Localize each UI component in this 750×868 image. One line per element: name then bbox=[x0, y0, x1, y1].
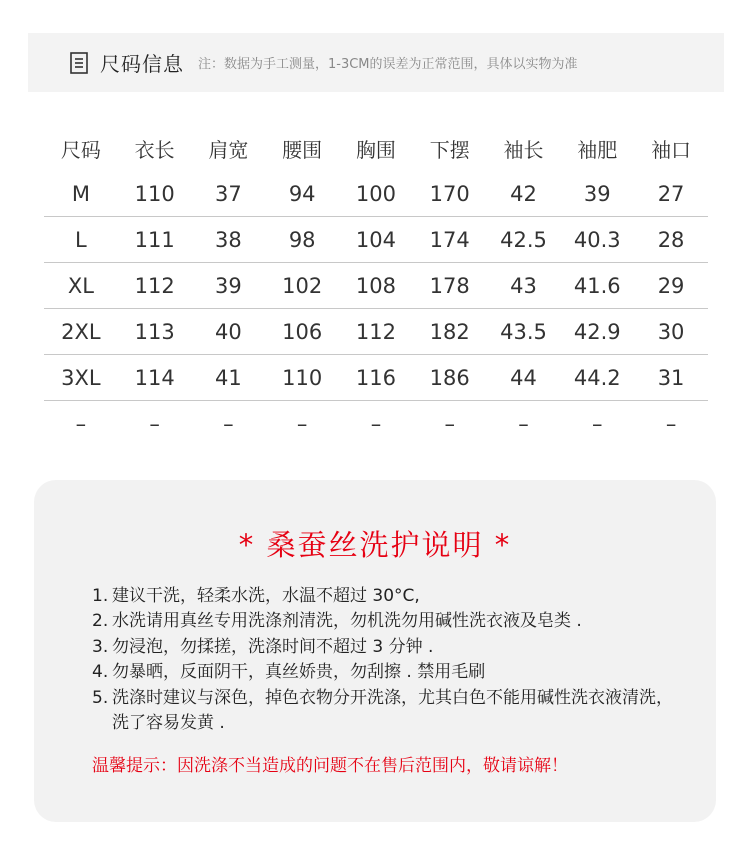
column-header-waist: 腰围 bbox=[282, 137, 323, 162]
table-cell: 40.3 bbox=[560, 217, 634, 263]
table-cell: 113 bbox=[118, 309, 192, 355]
table-cell: 94 bbox=[265, 171, 339, 217]
warm-tip-warning: 温馨提示：因洗涤不当造成的问题不在售后范围内，敬请谅解！ bbox=[92, 756, 568, 776]
table-cell: – bbox=[444, 411, 455, 436]
column-header-sleeve-width: 袖肥 bbox=[577, 137, 618, 162]
table-cell: 39 bbox=[192, 263, 266, 309]
table-cell: 43 bbox=[487, 263, 561, 309]
table-cell: 3XL bbox=[44, 355, 118, 401]
table-cell: 39 bbox=[560, 171, 634, 217]
table-cell: 42.5 bbox=[487, 217, 561, 263]
list-item bbox=[92, 660, 682, 685]
column-header-shoulder: 肩宽 bbox=[208, 137, 249, 162]
table-cell: 42.9 bbox=[560, 309, 634, 355]
table-cell: 43.5 bbox=[487, 309, 561, 355]
table-row bbox=[44, 309, 708, 355]
table-cell: – bbox=[665, 411, 677, 436]
column-header-hem: 下摆 bbox=[429, 137, 470, 162]
table-cell: M bbox=[44, 171, 118, 217]
size-info-header bbox=[28, 33, 724, 92]
list-item-text: 洗涤时建议与深色，掉色衣物分开洗涤，尤其白色不能用碱性洗衣液清洗，洗了容易发黄 . bbox=[112, 687, 673, 734]
table-row bbox=[44, 263, 708, 309]
table-row bbox=[44, 401, 708, 447]
care-list bbox=[92, 584, 682, 736]
table-row bbox=[44, 355, 708, 401]
list-item-number: 2. bbox=[92, 611, 109, 632]
table-cell: 178 bbox=[413, 263, 487, 309]
table-row bbox=[44, 171, 708, 217]
table-cell: – bbox=[296, 411, 308, 436]
list-item-number: 1. bbox=[92, 586, 109, 606]
table-cell: 110 bbox=[265, 355, 339, 401]
table-cell: 174 bbox=[413, 217, 487, 263]
table-cell: – bbox=[149, 411, 160, 436]
list-item-number: 5. bbox=[92, 687, 109, 708]
list-item-text: 勿暴晒，反面阴干，真丝娇贵，勿刮擦 . 禁用毛刷 bbox=[112, 662, 486, 683]
table-cell: 37 bbox=[192, 171, 266, 217]
table-cell: 2XL bbox=[44, 309, 118, 355]
table-cell: 30 bbox=[634, 309, 708, 355]
table-cell: 41.6 bbox=[560, 263, 634, 309]
table-cell: L bbox=[44, 217, 118, 263]
column-header-size: 尺码 bbox=[60, 137, 101, 162]
table-cell: XL bbox=[44, 263, 118, 309]
size-table bbox=[44, 125, 708, 446]
list-item-number: 4. bbox=[92, 662, 109, 683]
list-item-text: 水洗请用真丝专用洗涤剂清洗，勿机洗勿用碱性洗衣液及皂类 . bbox=[112, 611, 582, 632]
column-header-sleeve-length: 袖长 bbox=[503, 137, 544, 162]
table-cell: 98 bbox=[265, 217, 339, 263]
table-cell: 112 bbox=[339, 309, 413, 355]
table-cell: 38 bbox=[192, 217, 266, 263]
table-cell: 114 bbox=[118, 355, 192, 401]
table-cell: 42 bbox=[487, 171, 561, 217]
list-item-number: 3. bbox=[92, 636, 109, 657]
table-cell: 29 bbox=[634, 263, 708, 309]
table-cell: 106 bbox=[265, 309, 339, 355]
table-cell: 27 bbox=[634, 171, 708, 217]
measurement-note: 注：数据为手工测量，1-3CM的误差为正常范围，具体以实物为准 bbox=[198, 57, 578, 72]
list-item bbox=[92, 686, 682, 737]
table-cell: 111 bbox=[118, 217, 192, 263]
document-list-icon bbox=[70, 52, 88, 74]
table-cell: 116 bbox=[339, 355, 413, 401]
table-cell: 31 bbox=[634, 355, 708, 401]
list-item-text: 建议干洗，轻柔水洗，水温不超过 30°C, bbox=[112, 586, 420, 606]
table-cell: 102 bbox=[265, 263, 339, 309]
list-item bbox=[92, 609, 682, 634]
table-cell: 108 bbox=[339, 263, 413, 309]
table-cell: – bbox=[370, 411, 382, 436]
care-instructions-card bbox=[34, 480, 716, 822]
table-cell: – bbox=[518, 411, 529, 436]
table-header-row bbox=[44, 125, 708, 171]
list-item bbox=[92, 584, 682, 609]
list-item-text: 勿浸泡，勿揉搓，洗涤时间不超过 3 分钟 . bbox=[112, 636, 434, 657]
column-header-length: 衣长 bbox=[134, 137, 175, 162]
table-cell: 170 bbox=[413, 171, 487, 217]
column-header-cuff: 袖口 bbox=[651, 137, 692, 162]
table-cell: 44 bbox=[487, 355, 561, 401]
page-title: 尺码信息 bbox=[100, 52, 184, 76]
table-cell: 40 bbox=[192, 309, 266, 355]
table-cell: 112 bbox=[118, 263, 192, 309]
table-cell: 110 bbox=[118, 171, 192, 217]
table-cell: – bbox=[75, 411, 87, 436]
table-cell: – bbox=[223, 411, 234, 436]
list-item bbox=[92, 635, 682, 660]
table-cell: 104 bbox=[339, 217, 413, 263]
table-row bbox=[44, 217, 708, 263]
care-title: * 桑蚕丝洗护说明 * bbox=[238, 528, 512, 562]
table-cell: – bbox=[591, 411, 603, 436]
table-cell: 186 bbox=[413, 355, 487, 401]
column-header-chest: 胸围 bbox=[355, 137, 396, 162]
table-cell: 28 bbox=[634, 217, 708, 263]
table-cell: 100 bbox=[339, 171, 413, 217]
table-cell: 41 bbox=[192, 355, 266, 401]
table-cell: 182 bbox=[413, 309, 487, 355]
table-cell: 44.2 bbox=[560, 355, 634, 401]
